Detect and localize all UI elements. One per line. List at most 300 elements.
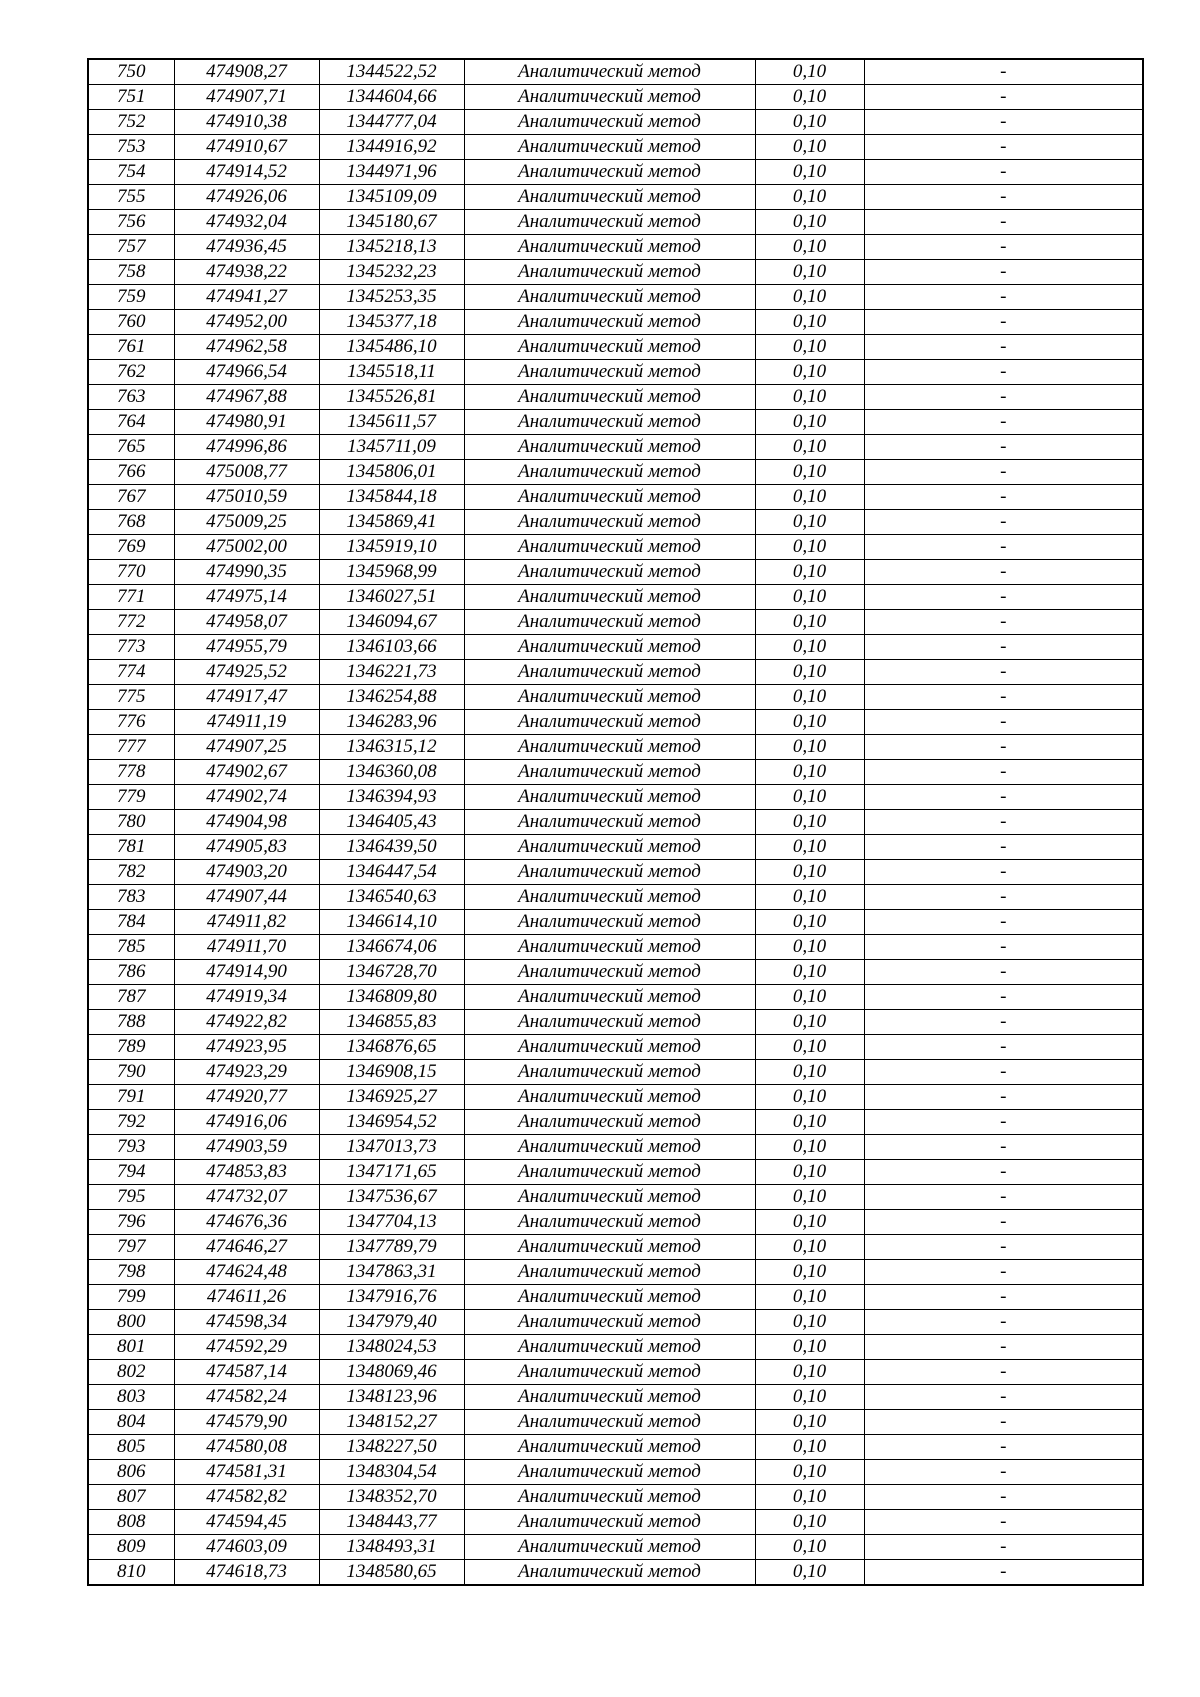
point-number-cell: 763 <box>88 385 174 410</box>
y-coordinate-cell: 1347789,79 <box>319 1235 464 1260</box>
accuracy-cell: 0,10 <box>755 1535 864 1560</box>
point-number-cell: 795 <box>88 1185 174 1210</box>
table-row <box>88 960 1143 985</box>
y-coordinate-cell: 1345844,18 <box>319 485 464 510</box>
x-coordinate-cell: 474732,07 <box>174 1185 319 1210</box>
table-row <box>88 310 1143 335</box>
accuracy-cell: 0,10 <box>755 1110 864 1135</box>
method-cell: Аналитический метод <box>464 1535 755 1560</box>
x-coordinate-cell: 474903,20 <box>174 860 319 885</box>
table-row <box>88 110 1143 135</box>
accuracy-cell: 0,10 <box>755 460 864 485</box>
accuracy-cell: 0,10 <box>755 1135 864 1160</box>
table-row <box>88 185 1143 210</box>
method-cell: Аналитический метод <box>464 335 755 360</box>
table-row <box>88 85 1143 110</box>
x-coordinate-cell: 474911,70 <box>174 935 319 960</box>
accuracy-cell: 0,10 <box>755 1560 864 1586</box>
y-coordinate-cell: 1348304,54 <box>319 1460 464 1485</box>
method-cell: Аналитический метод <box>464 160 755 185</box>
x-coordinate-cell: 474996,86 <box>174 435 319 460</box>
accuracy-cell: 0,10 <box>755 535 864 560</box>
method-cell: Аналитический метод <box>464 1110 755 1135</box>
accuracy-cell: 0,10 <box>755 1235 864 1260</box>
accuracy-cell: 0,10 <box>755 760 864 785</box>
table-row <box>88 585 1143 610</box>
accuracy-cell: 0,10 <box>755 210 864 235</box>
note-cell: - <box>864 435 1143 460</box>
coordinates-table-body <box>88 59 1143 1585</box>
method-cell: Аналитический метод <box>464 835 755 860</box>
accuracy-cell: 0,10 <box>755 1385 864 1410</box>
x-coordinate-cell: 474923,95 <box>174 1035 319 1060</box>
note-cell: - <box>864 810 1143 835</box>
note-cell: - <box>864 460 1143 485</box>
y-coordinate-cell: 1348493,31 <box>319 1535 464 1560</box>
point-number-cell: 786 <box>88 960 174 985</box>
point-number-cell: 810 <box>88 1560 174 1586</box>
method-cell: Аналитический метод <box>464 1435 755 1460</box>
x-coordinate-cell: 474903,59 <box>174 1135 319 1160</box>
y-coordinate-cell: 1346674,06 <box>319 935 464 960</box>
accuracy-cell: 0,10 <box>755 735 864 760</box>
accuracy-cell: 0,10 <box>755 1085 864 1110</box>
method-cell: Аналитический метод <box>464 910 755 935</box>
y-coordinate-cell: 1346405,43 <box>319 810 464 835</box>
method-cell: Аналитический метод <box>464 660 755 685</box>
accuracy-cell: 0,10 <box>755 560 864 585</box>
y-coordinate-cell: 1346954,52 <box>319 1110 464 1135</box>
table-row <box>88 285 1143 310</box>
method-cell: Аналитический метод <box>464 785 755 810</box>
point-number-cell: 796 <box>88 1210 174 1235</box>
note-cell: - <box>864 185 1143 210</box>
y-coordinate-cell: 1348123,96 <box>319 1385 464 1410</box>
x-coordinate-cell: 475002,00 <box>174 535 319 560</box>
method-cell: Аналитический метод <box>464 960 755 985</box>
y-coordinate-cell: 1347704,13 <box>319 1210 464 1235</box>
method-cell: Аналитический метод <box>464 460 755 485</box>
table-row <box>88 510 1143 535</box>
accuracy-cell: 0,10 <box>755 1160 864 1185</box>
note-cell: - <box>864 785 1143 810</box>
point-number-cell: 774 <box>88 660 174 685</box>
note-cell: - <box>864 760 1143 785</box>
point-number-cell: 785 <box>88 935 174 960</box>
y-coordinate-cell: 1346447,54 <box>319 860 464 885</box>
point-number-cell: 809 <box>88 1535 174 1560</box>
table-row <box>88 1510 1143 1535</box>
accuracy-cell: 0,10 <box>755 285 864 310</box>
note-cell: - <box>864 210 1143 235</box>
note-cell: - <box>864 960 1143 985</box>
table-row <box>88 710 1143 735</box>
y-coordinate-cell: 1347916,76 <box>319 1285 464 1310</box>
method-cell: Аналитический метод <box>464 1260 755 1285</box>
note-cell: - <box>864 1135 1143 1160</box>
y-coordinate-cell: 1346221,73 <box>319 660 464 685</box>
accuracy-cell: 0,10 <box>755 860 864 885</box>
point-number-cell: 784 <box>88 910 174 935</box>
accuracy-cell: 0,10 <box>755 935 864 960</box>
y-coordinate-cell: 1346283,96 <box>319 710 464 735</box>
table-row <box>88 610 1143 635</box>
point-number-cell: 782 <box>88 860 174 885</box>
method-cell: Аналитический метод <box>464 1510 755 1535</box>
table-row <box>88 560 1143 585</box>
table-row <box>88 935 1143 960</box>
note-cell: - <box>864 535 1143 560</box>
point-number-cell: 788 <box>88 1010 174 1035</box>
y-coordinate-cell: 1346908,15 <box>319 1060 464 1085</box>
method-cell: Аналитический метод <box>464 360 755 385</box>
x-coordinate-cell: 474902,67 <box>174 760 319 785</box>
method-cell: Аналитический метод <box>464 110 755 135</box>
method-cell: Аналитический метод <box>464 1010 755 1035</box>
table-row <box>88 59 1143 85</box>
method-cell: Аналитический метод <box>464 760 755 785</box>
accuracy-cell: 0,10 <box>755 585 864 610</box>
table-row <box>88 1260 1143 1285</box>
note-cell: - <box>864 1110 1143 1135</box>
y-coordinate-cell: 1346855,83 <box>319 1010 464 1035</box>
y-coordinate-cell: 1345611,57 <box>319 410 464 435</box>
note-cell: - <box>864 1285 1143 1310</box>
y-coordinate-cell: 1345968,99 <box>319 560 464 585</box>
y-coordinate-cell: 1345869,41 <box>319 510 464 535</box>
x-coordinate-cell: 474925,52 <box>174 660 319 685</box>
table-row <box>88 1485 1143 1510</box>
table-row <box>88 1010 1143 1035</box>
y-coordinate-cell: 1346360,08 <box>319 760 464 785</box>
table-row <box>88 735 1143 760</box>
x-coordinate-cell: 474919,34 <box>174 985 319 1010</box>
x-coordinate-cell: 474579,90 <box>174 1410 319 1435</box>
point-number-cell: 793 <box>88 1135 174 1160</box>
accuracy-cell: 0,10 <box>755 960 864 985</box>
note-cell: - <box>864 560 1143 585</box>
note-cell: - <box>864 1360 1143 1385</box>
x-coordinate-cell: 474926,06 <box>174 185 319 210</box>
point-number-cell: 756 <box>88 210 174 235</box>
accuracy-cell: 0,10 <box>755 660 864 685</box>
method-cell: Аналитический метод <box>464 885 755 910</box>
point-number-cell: 752 <box>88 110 174 135</box>
accuracy-cell: 0,10 <box>755 1285 864 1310</box>
point-number-cell: 801 <box>88 1335 174 1360</box>
note-cell: - <box>864 160 1143 185</box>
accuracy-cell: 0,10 <box>755 510 864 535</box>
x-coordinate-cell: 475008,77 <box>174 460 319 485</box>
x-coordinate-cell: 474941,27 <box>174 285 319 310</box>
x-coordinate-cell: 475010,59 <box>174 485 319 510</box>
point-number-cell: 755 <box>88 185 174 210</box>
x-coordinate-cell: 474914,90 <box>174 960 319 985</box>
method-cell: Аналитический метод <box>464 585 755 610</box>
x-coordinate-cell: 474581,31 <box>174 1460 319 1485</box>
table-row <box>88 160 1143 185</box>
table-row <box>88 810 1143 835</box>
note-cell: - <box>864 410 1143 435</box>
point-number-cell: 766 <box>88 460 174 485</box>
point-number-cell: 765 <box>88 435 174 460</box>
method-cell: Аналитический метод <box>464 59 755 85</box>
accuracy-cell: 0,10 <box>755 1510 864 1535</box>
table-row <box>88 1060 1143 1085</box>
note-cell: - <box>864 935 1143 960</box>
table-row <box>88 785 1143 810</box>
y-coordinate-cell: 1348580,65 <box>319 1560 464 1586</box>
note-cell: - <box>864 1085 1143 1110</box>
y-coordinate-cell: 1346254,88 <box>319 685 464 710</box>
method-cell: Аналитический метод <box>464 1160 755 1185</box>
method-cell: Аналитический метод <box>464 535 755 560</box>
point-number-cell: 778 <box>88 760 174 785</box>
table-row <box>88 660 1143 685</box>
x-coordinate-cell: 474603,09 <box>174 1535 319 1560</box>
accuracy-cell: 0,10 <box>755 110 864 135</box>
note-cell: - <box>864 1410 1143 1435</box>
table-row <box>88 210 1143 235</box>
table-row <box>88 1210 1143 1235</box>
x-coordinate-cell: 474922,82 <box>174 1010 319 1035</box>
x-coordinate-cell: 474932,04 <box>174 210 319 235</box>
y-coordinate-cell: 1346876,65 <box>319 1035 464 1060</box>
point-number-cell: 773 <box>88 635 174 660</box>
note-cell: - <box>864 1235 1143 1260</box>
table-row <box>88 1185 1143 1210</box>
table-row <box>88 1410 1143 1435</box>
method-cell: Аналитический метод <box>464 1360 755 1385</box>
accuracy-cell: 0,10 <box>755 710 864 735</box>
method-cell: Аналитический метод <box>464 1235 755 1260</box>
table-row <box>88 1385 1143 1410</box>
table-row <box>88 335 1143 360</box>
x-coordinate-cell: 474676,36 <box>174 1210 319 1235</box>
method-cell: Аналитический метод <box>464 410 755 435</box>
y-coordinate-cell: 1347979,40 <box>319 1310 464 1335</box>
y-coordinate-cell: 1344604,66 <box>319 85 464 110</box>
method-cell: Аналитический метод <box>464 1460 755 1485</box>
point-number-cell: 797 <box>88 1235 174 1260</box>
note-cell: - <box>864 335 1143 360</box>
note-cell: - <box>864 260 1143 285</box>
table-row <box>88 360 1143 385</box>
method-cell: Аналитический метод <box>464 1060 755 1085</box>
point-number-cell: 777 <box>88 735 174 760</box>
accuracy-cell: 0,10 <box>755 1435 864 1460</box>
note-cell: - <box>864 1535 1143 1560</box>
method-cell: Аналитический метод <box>464 685 755 710</box>
note-cell: - <box>864 1560 1143 1586</box>
note-cell: - <box>864 135 1143 160</box>
note-cell: - <box>864 835 1143 860</box>
method-cell: Аналитический метод <box>464 185 755 210</box>
accuracy-cell: 0,10 <box>755 1485 864 1510</box>
accuracy-cell: 0,10 <box>755 410 864 435</box>
accuracy-cell: 0,10 <box>755 1035 864 1060</box>
note-cell: - <box>864 1435 1143 1460</box>
method-cell: Аналитический метод <box>464 485 755 510</box>
point-number-cell: 775 <box>88 685 174 710</box>
x-coordinate-cell: 474920,77 <box>174 1085 319 1110</box>
point-number-cell: 762 <box>88 360 174 385</box>
accuracy-cell: 0,10 <box>755 985 864 1010</box>
method-cell: Аналитический метод <box>464 1335 755 1360</box>
y-coordinate-cell: 1348443,77 <box>319 1510 464 1535</box>
table-row <box>88 135 1143 160</box>
x-coordinate-cell: 474917,47 <box>174 685 319 710</box>
method-cell: Аналитический метод <box>464 810 755 835</box>
table-row <box>88 410 1143 435</box>
note-cell: - <box>864 385 1143 410</box>
method-cell: Аналитический метод <box>464 235 755 260</box>
method-cell: Аналитический метод <box>464 85 755 110</box>
point-number-cell: 768 <box>88 510 174 535</box>
method-cell: Аналитический метод <box>464 435 755 460</box>
table-row <box>88 435 1143 460</box>
y-coordinate-cell: 1346094,67 <box>319 610 464 635</box>
accuracy-cell: 0,10 <box>755 1335 864 1360</box>
accuracy-cell: 0,10 <box>755 1260 864 1285</box>
note-cell: - <box>864 110 1143 135</box>
note-cell: - <box>864 985 1143 1010</box>
table-row <box>88 485 1143 510</box>
table-row <box>88 460 1143 485</box>
y-coordinate-cell: 1346614,10 <box>319 910 464 935</box>
accuracy-cell: 0,10 <box>755 1410 864 1435</box>
note-cell: - <box>864 710 1143 735</box>
table-row <box>88 860 1143 885</box>
point-number-cell: 807 <box>88 1485 174 1510</box>
method-cell: Аналитический метод <box>464 1035 755 1060</box>
x-coordinate-cell: 474911,82 <box>174 910 319 935</box>
accuracy-cell: 0,10 <box>755 85 864 110</box>
method-cell: Аналитический метод <box>464 735 755 760</box>
accuracy-cell: 0,10 <box>755 185 864 210</box>
y-coordinate-cell: 1346809,80 <box>319 985 464 1010</box>
point-number-cell: 771 <box>88 585 174 610</box>
table-row <box>88 1335 1143 1360</box>
point-number-cell: 798 <box>88 1260 174 1285</box>
table-row <box>88 260 1143 285</box>
point-number-cell: 804 <box>88 1410 174 1435</box>
method-cell: Аналитический метод <box>464 635 755 660</box>
method-cell: Аналитический метод <box>464 135 755 160</box>
note-cell: - <box>864 59 1143 85</box>
accuracy-cell: 0,10 <box>755 260 864 285</box>
note-cell: - <box>864 685 1143 710</box>
y-coordinate-cell: 1346540,63 <box>319 885 464 910</box>
y-coordinate-cell: 1345377,18 <box>319 310 464 335</box>
point-number-cell: 789 <box>88 1035 174 1060</box>
method-cell: Аналитический метод <box>464 710 755 735</box>
x-coordinate-cell: 474962,58 <box>174 335 319 360</box>
point-number-cell: 781 <box>88 835 174 860</box>
y-coordinate-cell: 1344522,52 <box>319 59 464 85</box>
note-cell: - <box>864 1010 1143 1035</box>
method-cell: Аналитический метод <box>464 510 755 535</box>
y-coordinate-cell: 1345919,10 <box>319 535 464 560</box>
y-coordinate-cell: 1348352,70 <box>319 1485 464 1510</box>
method-cell: Аналитический метод <box>464 1210 755 1235</box>
method-cell: Аналитический метод <box>464 1485 755 1510</box>
x-coordinate-cell: 474853,83 <box>174 1160 319 1185</box>
x-coordinate-cell: 474646,27 <box>174 1235 319 1260</box>
point-number-cell: 757 <box>88 235 174 260</box>
note-cell: - <box>864 735 1143 760</box>
table-row <box>88 535 1143 560</box>
x-coordinate-cell: 474923,29 <box>174 1060 319 1085</box>
point-number-cell: 800 <box>88 1310 174 1335</box>
y-coordinate-cell: 1345180,67 <box>319 210 464 235</box>
point-number-cell: 753 <box>88 135 174 160</box>
point-number-cell: 792 <box>88 1110 174 1135</box>
point-number-cell: 799 <box>88 1285 174 1310</box>
note-cell: - <box>864 360 1143 385</box>
y-coordinate-cell: 1347536,67 <box>319 1185 464 1210</box>
accuracy-cell: 0,10 <box>755 885 864 910</box>
x-coordinate-cell: 474914,52 <box>174 160 319 185</box>
method-cell: Аналитический метод <box>464 1185 755 1210</box>
point-number-cell: 754 <box>88 160 174 185</box>
x-coordinate-cell: 474967,88 <box>174 385 319 410</box>
accuracy-cell: 0,10 <box>755 59 864 85</box>
accuracy-cell: 0,10 <box>755 1360 864 1385</box>
x-coordinate-cell: 474990,35 <box>174 560 319 585</box>
table-row <box>88 835 1143 860</box>
x-coordinate-cell: 474582,24 <box>174 1385 319 1410</box>
point-number-cell: 760 <box>88 310 174 335</box>
y-coordinate-cell: 1346394,93 <box>319 785 464 810</box>
y-coordinate-cell: 1348152,27 <box>319 1410 464 1435</box>
point-number-cell: 779 <box>88 785 174 810</box>
point-number-cell: 770 <box>88 560 174 585</box>
point-number-cell: 791 <box>88 1085 174 1110</box>
note-cell: - <box>864 1210 1143 1235</box>
table-row <box>88 885 1143 910</box>
method-cell: Аналитический метод <box>464 385 755 410</box>
y-coordinate-cell: 1344777,04 <box>319 110 464 135</box>
x-coordinate-cell: 474624,48 <box>174 1260 319 1285</box>
accuracy-cell: 0,10 <box>755 435 864 460</box>
x-coordinate-cell: 474587,14 <box>174 1360 319 1385</box>
table-row <box>88 760 1143 785</box>
note-cell: - <box>864 485 1143 510</box>
x-coordinate-cell: 474955,79 <box>174 635 319 660</box>
note-cell: - <box>864 610 1143 635</box>
x-coordinate-cell: 474908,27 <box>174 59 319 85</box>
table-row <box>88 1460 1143 1485</box>
note-cell: - <box>864 1485 1143 1510</box>
note-cell: - <box>864 660 1143 685</box>
accuracy-cell: 0,10 <box>755 135 864 160</box>
note-cell: - <box>864 1335 1143 1360</box>
note-cell: - <box>864 860 1143 885</box>
table-row <box>88 1435 1143 1460</box>
accuracy-cell: 0,10 <box>755 1060 864 1085</box>
x-coordinate-cell: 474958,07 <box>174 610 319 635</box>
y-coordinate-cell: 1347171,65 <box>319 1160 464 1185</box>
x-coordinate-cell: 474907,71 <box>174 85 319 110</box>
point-number-cell: 758 <box>88 260 174 285</box>
method-cell: Аналитический метод <box>464 935 755 960</box>
accuracy-cell: 0,10 <box>755 910 864 935</box>
accuracy-cell: 0,10 <box>755 235 864 260</box>
y-coordinate-cell: 1345232,23 <box>319 260 464 285</box>
method-cell: Аналитический метод <box>464 1310 755 1335</box>
accuracy-cell: 0,10 <box>755 485 864 510</box>
